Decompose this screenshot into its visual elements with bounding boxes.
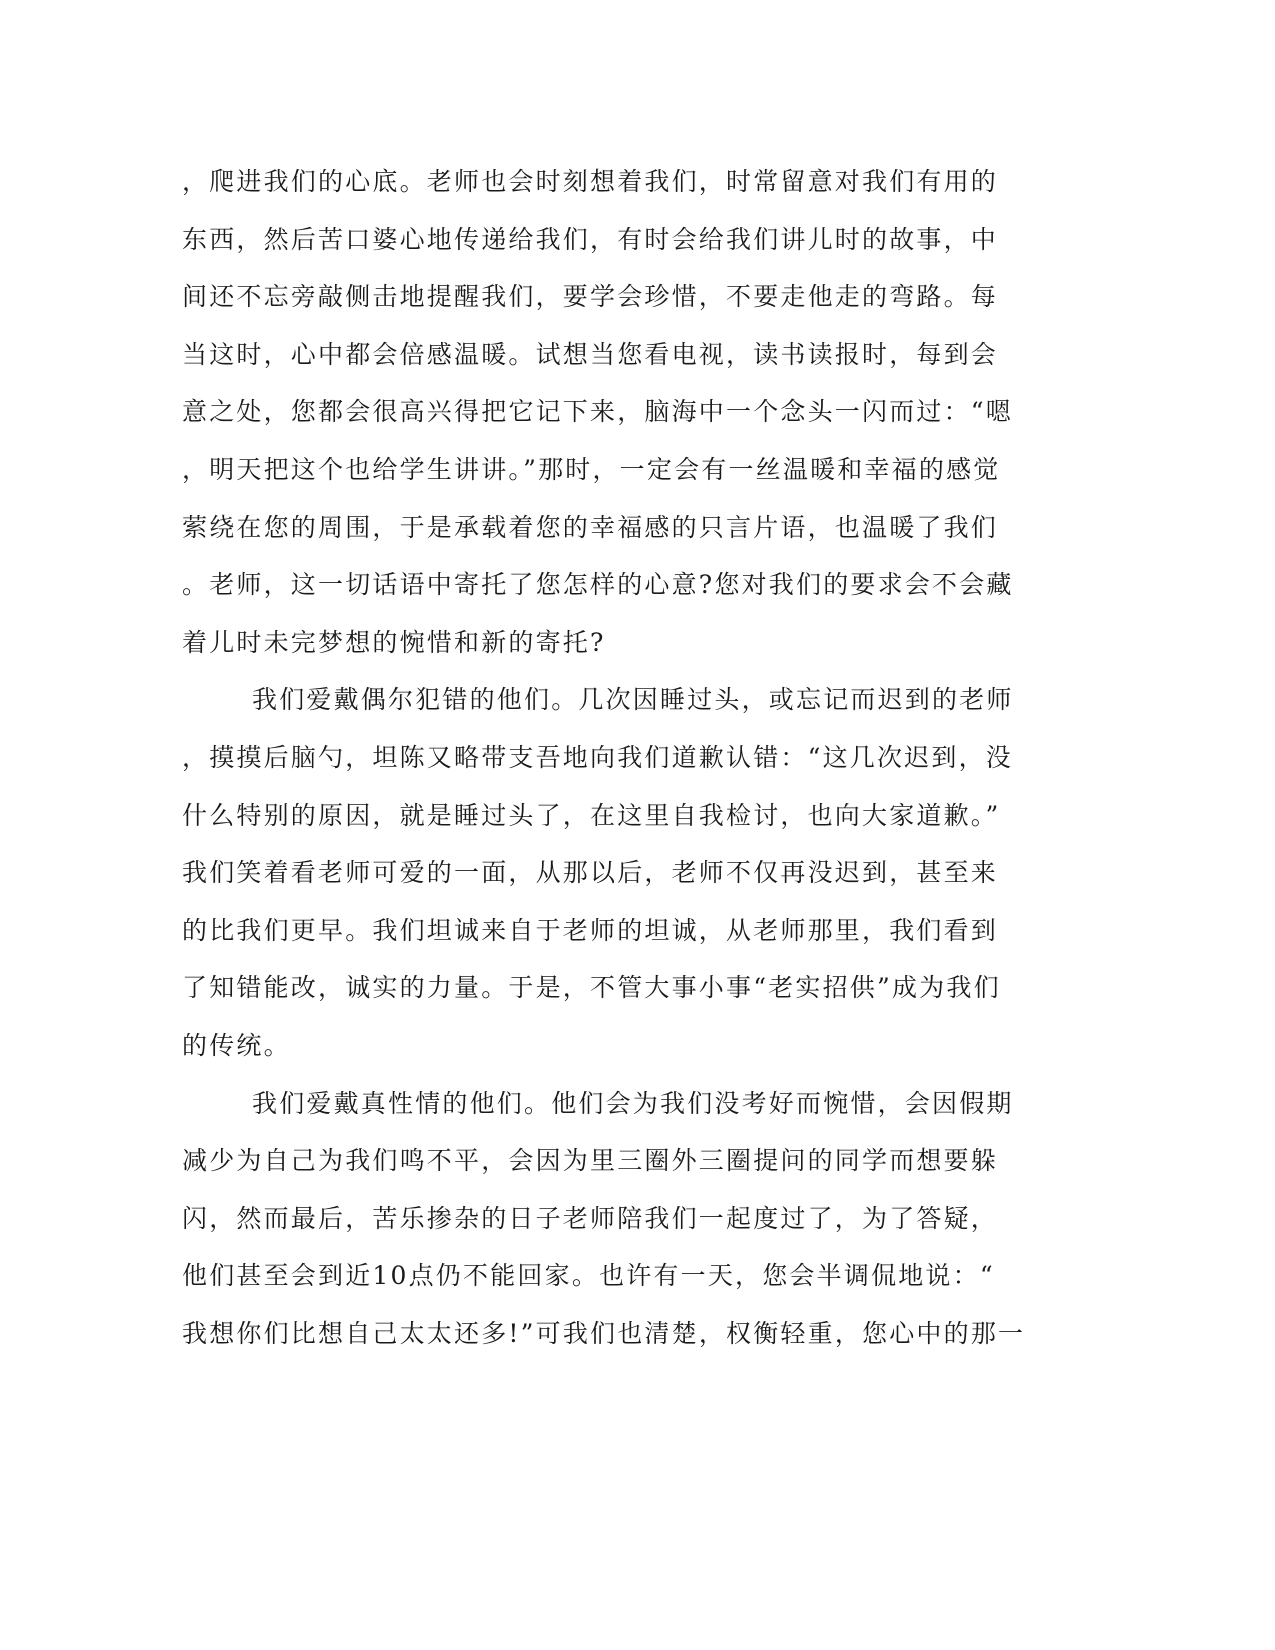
paragraph-2 <box>182 678 1027 1081</box>
paragraph-3 <box>182 1082 1027 1370</box>
text-line: 我想你们比想自己太太还多!”可我们也清楚，权衡轻重，您心中的那一 <box>182 1318 1026 1348</box>
text-line: 的传统。 <box>182 1030 291 1060</box>
text-line: ，摸摸后脑勺，坦陈又略带支吾地向我们道歉认错：“这几次迟到，没 <box>182 742 1013 772</box>
text-line: 减少为自己为我们鸣不平，会因为里三圈外三圈提问的同学而想要躲 <box>182 1146 999 1176</box>
text-line: 我们笑着看老师可爱的一面，从那以后，老师不仅再没迟到，甚至来 <box>182 858 999 888</box>
text-line: 我们爱戴偶尔犯错的他们。几次因睡过头，或忘记而迟到的老师 <box>252 685 1014 715</box>
text-line: 萦绕在您的周围，于是承载着您的幸福感的只言片语，也温暖了我们 <box>182 512 999 542</box>
text-line: 。老师，这一切话语中寄托了您怎样的心意?您对我们的要求会不会藏 <box>182 570 1014 600</box>
text-line: 什么特别的原因，就是睡过头了，在这里自我检讨，也向大家道歉。” <box>182 800 1001 830</box>
text-line: 间还不忘旁敲侧击地提醒我们，要学会珍惜，不要走他走的弯路。每 <box>182 282 999 312</box>
text-line: 的比我们更早。我们坦诚来自于老师的坦诚，从老师那里，我们看到 <box>182 915 999 945</box>
text-line: ，爬进我们的心底。老师也会时刻想着我们，时常留意对我们有用的 <box>182 167 999 196</box>
text-line: 他们甚至会到近10点仍不能回家。也许有一天，您会半调侃地说：“ <box>182 1261 995 1291</box>
text-line: 我们爱戴真性情的他们。他们会为我们没考好而惋惜，会因假期 <box>252 1088 1014 1118</box>
text-line: 当这时，心中都会倍感温暖。试想当您看电视，读书读报时，每到会 <box>182 339 999 369</box>
text-line: 了知错能改，诚实的力量。于是，不管大事小事“老实招供”成为我们 <box>182 973 1001 1003</box>
text-line: 意之处，您都会很高兴得把它记下来，脑海中一个念头一闪而过：“嗯 <box>182 397 1013 427</box>
text-line: 着儿时未完梦想的惋惜和新的寄托? <box>182 627 606 657</box>
text-line: 东西，然后苦口婆心地传递给我们，有时会给我们讲儿时的故事，中 <box>182 224 999 254</box>
text-line: ，明天把这个也给学生讲讲。”那时，一定会有一丝温暖和幸福的感觉 <box>182 454 1001 484</box>
text-line: 闪，然而最后，苦乐掺杂的日子老师陪我们一起度过了，为了答疑， <box>182 1203 999 1233</box>
paragraph-1 <box>182 160 1027 678</box>
document-body <box>182 160 1027 1369</box>
